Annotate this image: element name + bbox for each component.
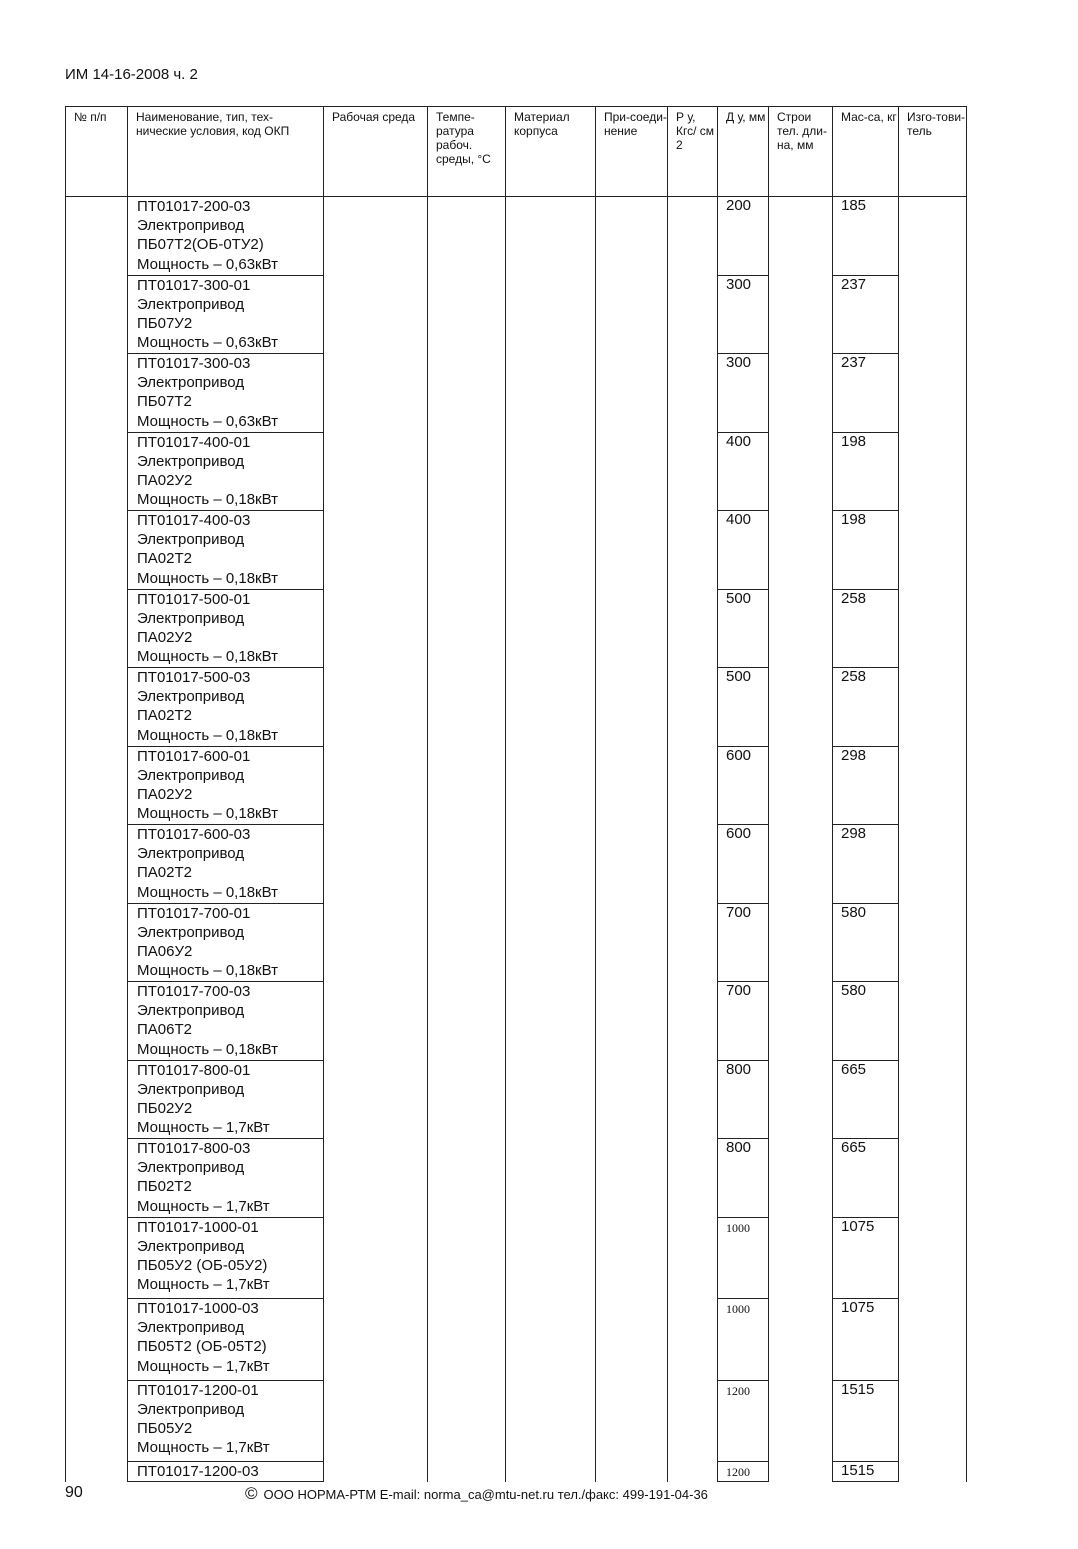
name-line: Электропривод xyxy=(137,452,245,470)
name-line: Электропривод xyxy=(137,531,245,549)
cell-manufacturer xyxy=(899,1139,967,1218)
cell-temperature xyxy=(428,1462,506,1482)
cell-mass: 1515 xyxy=(833,1462,899,1482)
cell-pressure xyxy=(668,589,718,668)
cell-length xyxy=(769,275,833,354)
table-row xyxy=(66,432,967,511)
header-manufacturer: Изго-тови-тель xyxy=(899,107,967,197)
cell-du: 200 xyxy=(718,197,769,276)
cell-medium xyxy=(324,903,428,982)
cell-temperature xyxy=(428,1299,506,1381)
name-line: ПТ01017-400-03 xyxy=(137,512,251,529)
table-body xyxy=(66,197,967,1482)
name-line: ПТ01017-800-03 xyxy=(137,1140,251,1157)
cell-medium xyxy=(324,511,428,590)
table-row xyxy=(66,825,967,904)
name-line: ПТ01017-600-01 xyxy=(137,747,251,765)
table-row xyxy=(66,354,967,433)
cell-name xyxy=(128,1139,324,1218)
name-line: ПТ01017-800-01 xyxy=(137,1061,251,1079)
cell-number xyxy=(66,1217,128,1299)
cell-material xyxy=(506,511,596,590)
document-code: ИМ 14-16-2008 ч. 2 xyxy=(65,66,198,83)
name-line: Мощность – 0,18кВт xyxy=(137,726,278,744)
cell-material xyxy=(506,589,596,668)
cell-medium xyxy=(324,354,428,433)
header-connection: При-соеди-нение xyxy=(596,107,668,197)
cell-medium xyxy=(324,982,428,1061)
cell-medium xyxy=(324,589,428,668)
cell-length xyxy=(769,982,833,1061)
name-line: ПА06У2 xyxy=(137,942,193,960)
cell-temperature xyxy=(428,1139,506,1218)
cell-material xyxy=(506,275,596,354)
cell-material xyxy=(506,354,596,433)
cell-medium xyxy=(324,825,428,904)
cell-du: 800 xyxy=(718,1139,769,1218)
table-row xyxy=(66,1217,967,1299)
name-line: Мощность – 0,63кВт xyxy=(137,334,278,352)
cell-medium xyxy=(324,275,428,354)
name-line: ПБ05Т2 (ОБ-05Т2) xyxy=(137,1338,267,1356)
cell-length xyxy=(769,903,833,982)
name-line: Мощность – 0,18кВт xyxy=(137,962,278,980)
cell-mass: 298 xyxy=(833,746,899,825)
name-line: ПА02Т2 xyxy=(137,864,192,882)
cell-connection xyxy=(596,1462,668,1482)
cell-du: 600 xyxy=(718,825,769,904)
cell-medium xyxy=(324,1380,428,1462)
cell-mass: 237 xyxy=(833,354,899,433)
cell-name xyxy=(128,197,324,276)
name-line: Электропривод xyxy=(137,1319,245,1337)
name-line: Мощность – 1,7кВт xyxy=(137,1357,270,1375)
header-pressure: Р у, Кгс/ см 2 xyxy=(668,107,718,197)
cell-manufacturer xyxy=(899,982,967,1061)
cell-length xyxy=(769,1217,833,1299)
cell-temperature xyxy=(428,825,506,904)
cell-material xyxy=(506,1139,596,1218)
name-line: Электропривод xyxy=(137,688,245,706)
table-row xyxy=(66,275,967,354)
cell-medium xyxy=(324,1139,428,1218)
cell-material xyxy=(506,1060,596,1139)
cell-number xyxy=(66,197,128,276)
name-line: ПА06Т2 xyxy=(137,1021,192,1039)
table-row xyxy=(66,746,967,825)
cell-number xyxy=(66,825,128,904)
cell-medium xyxy=(324,197,428,276)
name-line: ПТ01017-1200-01 xyxy=(137,1381,259,1399)
name-line: Электропривод xyxy=(137,1080,245,1098)
cell-material xyxy=(506,668,596,747)
cell-du: 500 xyxy=(718,668,769,747)
name-line: ПТ01017-700-01 xyxy=(137,904,251,922)
name-line: ПА02У2 xyxy=(137,471,193,489)
page-number: 90 xyxy=(65,1484,83,1501)
cell-medium xyxy=(324,1060,428,1139)
cell-mass: 198 xyxy=(833,511,899,590)
cell-pressure xyxy=(668,746,718,825)
cell-name xyxy=(128,825,324,904)
cell-medium xyxy=(324,668,428,747)
name-line: ПТ01017-1200-03 xyxy=(137,1463,259,1480)
cell-connection xyxy=(596,1139,668,1218)
table-row xyxy=(66,511,967,590)
cell-temperature xyxy=(428,275,506,354)
cell-connection xyxy=(596,982,668,1061)
cell-temperature xyxy=(428,668,506,747)
name-line: Мощность – 0,63кВт xyxy=(137,412,278,430)
cell-temperature xyxy=(428,982,506,1061)
name-line: ПТ01017-700-03 xyxy=(137,983,251,1000)
cell-length xyxy=(769,197,833,276)
cell-mass: 1075 xyxy=(833,1217,899,1299)
cell-pressure xyxy=(668,1299,718,1381)
cell-number xyxy=(66,1299,128,1381)
cell-pressure xyxy=(668,354,718,433)
cell-manufacturer xyxy=(899,511,967,590)
cell-number xyxy=(66,1060,128,1139)
name-line: Мощность – 0,18кВт xyxy=(137,491,278,509)
cell-length xyxy=(769,1060,833,1139)
name-line: ПА02Т2 xyxy=(137,550,192,568)
cell-length xyxy=(769,511,833,590)
cell-length xyxy=(769,1139,833,1218)
name-line: ПТ01017-300-03 xyxy=(137,355,251,372)
header-medium: Рабочая среда xyxy=(324,107,428,197)
cell-du: 600 xyxy=(718,746,769,825)
cell-connection xyxy=(596,1380,668,1462)
cell-name xyxy=(128,432,324,511)
cell-material xyxy=(506,1299,596,1381)
header-name: Наименование, тип, тех-нические условия, код ОКП xyxy=(128,107,324,197)
header-length: Строи тел. дли-на, мм xyxy=(769,107,833,197)
cell-manufacturer xyxy=(899,1462,967,1482)
cell-du: 700 xyxy=(718,903,769,982)
cell-length xyxy=(769,354,833,433)
cell-material xyxy=(506,903,596,982)
name-line: Электропривод xyxy=(137,1002,245,1020)
cell-material xyxy=(506,197,596,276)
cell-connection xyxy=(596,1217,668,1299)
cell-pressure xyxy=(668,1380,718,1462)
cell-manufacturer xyxy=(899,746,967,825)
cell-manufacturer xyxy=(899,1060,967,1139)
cell-connection xyxy=(596,589,668,668)
cell-du: 700 xyxy=(718,982,769,1061)
cell-number xyxy=(66,511,128,590)
cell-temperature xyxy=(428,1217,506,1299)
cell-manufacturer xyxy=(899,903,967,982)
name-line: ПТ01017-300-01 xyxy=(137,276,251,294)
table-row xyxy=(66,903,967,982)
copyright-icon: © xyxy=(245,1484,258,1503)
cell-mass: 237 xyxy=(833,275,899,354)
header-material: Материал корпуса xyxy=(506,107,596,197)
cell-number xyxy=(66,1139,128,1218)
cell-du: 1200 xyxy=(718,1380,769,1462)
cell-length xyxy=(769,1380,833,1462)
cell-temperature xyxy=(428,511,506,590)
name-line: Электропривод xyxy=(137,374,245,392)
cell-du: 1000 xyxy=(718,1299,769,1381)
name-line: Мощность – 0,18кВт xyxy=(137,883,278,901)
cell-manufacturer xyxy=(899,354,967,433)
cell-name xyxy=(128,589,324,668)
cell-medium xyxy=(324,1217,428,1299)
cell-number xyxy=(66,275,128,354)
cell-name xyxy=(128,354,324,433)
cell-temperature xyxy=(428,589,506,668)
cell-manufacturer xyxy=(899,1380,967,1462)
table-row xyxy=(66,1380,967,1462)
cell-mass: 298 xyxy=(833,825,899,904)
cell-connection xyxy=(596,275,668,354)
header-mass: Мас-са, кг xyxy=(833,107,899,197)
cell-name xyxy=(128,1060,324,1139)
cell-mass: 1075 xyxy=(833,1299,899,1381)
cell-medium xyxy=(324,432,428,511)
table-row xyxy=(66,589,967,668)
cell-mass: 580 xyxy=(833,903,899,982)
cell-pressure xyxy=(668,275,718,354)
cell-pressure xyxy=(668,1217,718,1299)
cell-connection xyxy=(596,354,668,433)
cell-temperature xyxy=(428,1380,506,1462)
cell-name xyxy=(128,1380,324,1462)
specification-table xyxy=(65,106,967,1482)
cell-number xyxy=(66,746,128,825)
cell-length xyxy=(769,1462,833,1482)
table-row xyxy=(66,1139,967,1218)
cell-pressure xyxy=(668,1060,718,1139)
cell-name xyxy=(128,746,324,825)
name-line: Мощность – 0,18кВт xyxy=(137,648,278,666)
cell-name xyxy=(128,1299,324,1381)
name-line: Мощность – 1,7кВт xyxy=(137,1197,270,1215)
name-line: Электропривод xyxy=(137,217,245,235)
cell-pressure xyxy=(668,1139,718,1218)
name-line: Мощность – 1,7кВт xyxy=(137,1439,270,1457)
table-row xyxy=(66,1060,967,1139)
cell-pressure xyxy=(668,903,718,982)
cell-material xyxy=(506,1380,596,1462)
table-row xyxy=(66,1462,967,1482)
cell-pressure xyxy=(668,982,718,1061)
cell-du: 300 xyxy=(718,354,769,433)
cell-temperature xyxy=(428,903,506,982)
cell-mass: 185 xyxy=(833,197,899,276)
name-line: Электропривод xyxy=(137,923,245,941)
cell-mass: 258 xyxy=(833,668,899,747)
cell-number xyxy=(66,903,128,982)
cell-pressure xyxy=(668,668,718,747)
cell-manufacturer xyxy=(899,1299,967,1381)
cell-du: 500 xyxy=(718,589,769,668)
name-line: ПБ07Т2 xyxy=(137,393,192,411)
cell-medium xyxy=(324,746,428,825)
cell-manufacturer xyxy=(899,275,967,354)
name-line: ПТ01017-200-03 xyxy=(137,198,251,215)
cell-name xyxy=(128,275,324,354)
cell-number xyxy=(66,1380,128,1462)
cell-connection xyxy=(596,825,668,904)
cell-length xyxy=(769,432,833,511)
cell-length xyxy=(769,825,833,904)
cell-manufacturer xyxy=(899,197,967,276)
cell-connection xyxy=(596,511,668,590)
cell-mass: 665 xyxy=(833,1060,899,1139)
name-line: ПТ01017-1000-03 xyxy=(137,1300,259,1317)
name-line: Электропривод xyxy=(137,1400,245,1418)
name-line: ПА02У2 xyxy=(137,785,193,803)
cell-connection xyxy=(596,1060,668,1139)
name-line: Электропривод xyxy=(137,1159,245,1177)
name-line: ПТ01017-400-01 xyxy=(137,433,251,451)
cell-number xyxy=(66,1462,128,1482)
cell-length xyxy=(769,1299,833,1381)
cell-name xyxy=(128,511,324,590)
cell-manufacturer xyxy=(899,432,967,511)
cell-name xyxy=(128,1462,324,1482)
table-row xyxy=(66,668,967,747)
cell-du: 400 xyxy=(718,432,769,511)
cell-temperature xyxy=(428,354,506,433)
cell-material xyxy=(506,746,596,825)
name-line: Мощность – 0,63кВт xyxy=(137,255,278,273)
cell-temperature xyxy=(428,746,506,825)
cell-number xyxy=(66,354,128,433)
cell-material xyxy=(506,1462,596,1482)
cell-connection xyxy=(596,746,668,825)
cell-number xyxy=(66,982,128,1061)
name-line: ПБ05У2 (ОБ-05У2) xyxy=(137,1256,268,1274)
name-line: ПБ02У2 xyxy=(137,1099,193,1117)
name-line: ПА02Т2 xyxy=(137,707,192,725)
cell-mass: 665 xyxy=(833,1139,899,1218)
cell-material xyxy=(506,432,596,511)
cell-number xyxy=(66,432,128,511)
cell-pressure xyxy=(668,825,718,904)
cell-number xyxy=(66,589,128,668)
cell-name xyxy=(128,982,324,1061)
cell-material xyxy=(506,825,596,904)
cell-mass: 198 xyxy=(833,432,899,511)
name-line: Электропривод xyxy=(137,609,245,627)
cell-manufacturer xyxy=(899,1217,967,1299)
cell-pressure xyxy=(668,432,718,511)
name-line: Электропривод xyxy=(137,845,245,863)
name-line: Мощность – 0,18кВт xyxy=(137,1040,278,1058)
name-line: ПА02У2 xyxy=(137,628,193,646)
name-line: Электропривод xyxy=(137,766,245,784)
table-row xyxy=(66,982,967,1061)
cell-connection xyxy=(596,432,668,511)
header-number: № п/п xyxy=(66,107,128,197)
name-line: Мощность – 1,7кВт xyxy=(137,1119,270,1137)
cell-du: 400 xyxy=(718,511,769,590)
name-line: Мощность – 0,18кВт xyxy=(137,569,278,587)
cell-connection xyxy=(596,903,668,982)
name-line: ПБ02Т2 xyxy=(137,1178,192,1196)
cell-mass: 1515 xyxy=(833,1380,899,1462)
name-line: Электропривод xyxy=(137,1237,245,1255)
cell-pressure xyxy=(668,1462,718,1482)
cell-length xyxy=(769,589,833,668)
cell-du: 1000 xyxy=(718,1217,769,1299)
cell-connection xyxy=(596,197,668,276)
cell-connection xyxy=(596,668,668,747)
cell-manufacturer xyxy=(899,589,967,668)
cell-material xyxy=(506,982,596,1061)
cell-manufacturer xyxy=(899,668,967,747)
name-line: ПТ01017-1000-01 xyxy=(137,1218,259,1236)
header-nominal-diameter: Д у, мм xyxy=(718,107,769,197)
name-line: ПБ05У2 xyxy=(137,1419,193,1437)
cell-medium xyxy=(324,1299,428,1381)
name-line: Мощность – 1,7кВт xyxy=(137,1276,270,1294)
cell-connection xyxy=(596,1299,668,1381)
table-header-row xyxy=(66,107,967,197)
name-line: Электропривод xyxy=(137,295,245,313)
table-row xyxy=(66,1299,967,1381)
cell-temperature xyxy=(428,197,506,276)
footer-text: ООО НОРМА-РТМ E-mail: norma_ca@mtu-net.ru тел./факс: 499-191-04-36 xyxy=(263,1487,708,1502)
name-line: ПТ01017-600-03 xyxy=(137,826,251,843)
cell-length xyxy=(769,746,833,825)
cell-du: 300 xyxy=(718,275,769,354)
footer-contact xyxy=(245,1484,708,1504)
cell-du: 1200 xyxy=(718,1462,769,1482)
name-line: ПБ07У2 xyxy=(137,314,193,332)
name-line: Мощность – 0,18кВт xyxy=(137,805,278,823)
name-line: ПТ01017-500-03 xyxy=(137,669,251,686)
cell-medium xyxy=(324,1462,428,1482)
cell-number xyxy=(66,668,128,747)
cell-name xyxy=(128,668,324,747)
name-line: ПБ07Т2(ОБ-0ТУ2) xyxy=(137,236,264,254)
cell-temperature xyxy=(428,1060,506,1139)
cell-temperature xyxy=(428,432,506,511)
cell-length xyxy=(769,668,833,747)
cell-material xyxy=(506,1217,596,1299)
table-row xyxy=(66,197,967,276)
cell-name xyxy=(128,903,324,982)
cell-manufacturer xyxy=(899,825,967,904)
cell-pressure xyxy=(668,197,718,276)
cell-pressure xyxy=(668,511,718,590)
name-line: ПТ01017-500-01 xyxy=(137,590,251,608)
cell-mass: 580 xyxy=(833,982,899,1061)
header-temperature: Темпе-ратура рабоч. среды, °С xyxy=(428,107,506,197)
cell-mass: 258 xyxy=(833,589,899,668)
cell-name xyxy=(128,1217,324,1299)
cell-du: 800 xyxy=(718,1060,769,1139)
